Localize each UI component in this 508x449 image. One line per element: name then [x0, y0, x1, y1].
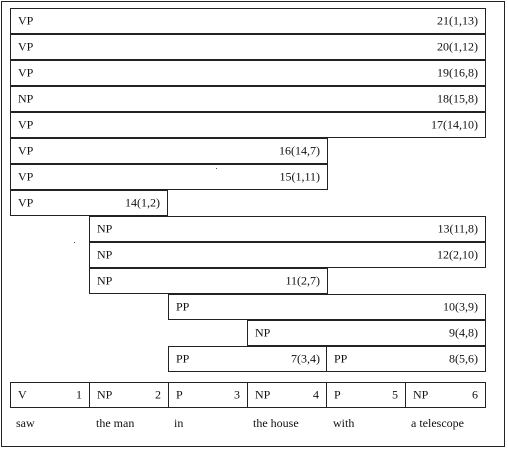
edge-id: 18(15,8) — [437, 91, 478, 106]
edge-category: VP — [18, 65, 34, 80]
edge-category: PP — [334, 351, 348, 366]
chart-edge-4 — [247, 382, 327, 408]
edge-id: 10(3,9) — [443, 299, 478, 314]
edge-id: 11(2,7) — [285, 273, 320, 288]
edge-category: PP — [176, 351, 190, 366]
chart-edge-21 — [10, 8, 486, 34]
chart-edge-19 — [10, 60, 486, 86]
edge-category: V — [18, 387, 27, 402]
speck — [74, 242, 75, 243]
chart-edge-9 — [247, 320, 486, 346]
chart-edge-17 — [10, 112, 486, 138]
edge-id: 21(1,13) — [437, 13, 478, 28]
edge-id: 14(1,2) — [125, 195, 160, 210]
edge-id: 4 — [313, 387, 319, 402]
edge-id: 1 — [76, 387, 82, 402]
chart-edge-20 — [10, 34, 486, 60]
edge-id: 15(1,11) — [279, 169, 320, 184]
chart-edge-6 — [405, 382, 486, 408]
chart-edge-8 — [326, 346, 486, 372]
chart-edge-5 — [326, 382, 406, 408]
edge-category: VP — [18, 143, 34, 158]
edge-category: NP — [413, 387, 429, 402]
edge-category: PP — [176, 299, 190, 314]
chart-edge-11 — [89, 268, 328, 294]
chart-edge-12 — [89, 242, 486, 268]
word-the-man: the man — [96, 416, 135, 430]
chart-edge-18 — [10, 86, 486, 112]
word-saw: saw — [16, 416, 35, 430]
edge-category: NP — [97, 273, 113, 288]
speck — [216, 168, 217, 169]
edge-category: VP — [18, 13, 34, 28]
edge-category: P — [334, 387, 341, 402]
word-the-house: the house — [253, 416, 299, 430]
chart-edge-2 — [89, 382, 169, 408]
edge-category: VP — [18, 169, 34, 184]
chart-edge-3 — [168, 382, 248, 408]
edge-id: 8(5,6) — [449, 351, 478, 366]
chart-edge-1 — [10, 382, 90, 408]
edge-category: NP — [255, 387, 271, 402]
edge-category: NP — [255, 325, 271, 340]
edge-id: 12(2,10) — [437, 247, 478, 262]
chart-edge-15 — [10, 164, 328, 190]
edge-category: VP — [18, 195, 34, 210]
edge-category: VP — [18, 117, 34, 132]
edge-id: 5 — [392, 387, 398, 402]
edge-category: NP — [97, 387, 113, 402]
edge-id: 3 — [234, 387, 240, 402]
edge-id: 2 — [155, 387, 161, 402]
edge-id: 19(16,8) — [437, 65, 478, 80]
edge-id: 9(4,8) — [449, 325, 478, 340]
edge-category: P — [176, 387, 183, 402]
edge-id: 16(14,7) — [279, 143, 320, 158]
edge-category: NP — [97, 247, 113, 262]
edge-id: 13(11,8) — [437, 221, 478, 236]
chart-edge-16 — [10, 138, 328, 164]
edge-id: 6 — [472, 387, 478, 402]
chart-edge-7 — [168, 346, 328, 372]
edge-id: 7(3,4) — [291, 351, 320, 366]
chart-edge-14 — [10, 190, 168, 216]
edge-category: NP — [97, 221, 113, 236]
word-in: in — [174, 416, 184, 430]
chart-edge-13 — [89, 216, 486, 242]
edge-id: 20(1,12) — [437, 39, 478, 54]
chart-edge-10 — [168, 294, 486, 320]
word-with: with — [333, 416, 355, 430]
edge-id: 17(14,10) — [431, 117, 478, 132]
word-a-telescope: a telescope — [411, 416, 464, 430]
edge-category: VP — [18, 39, 34, 54]
edge-category: NP — [18, 91, 34, 106]
